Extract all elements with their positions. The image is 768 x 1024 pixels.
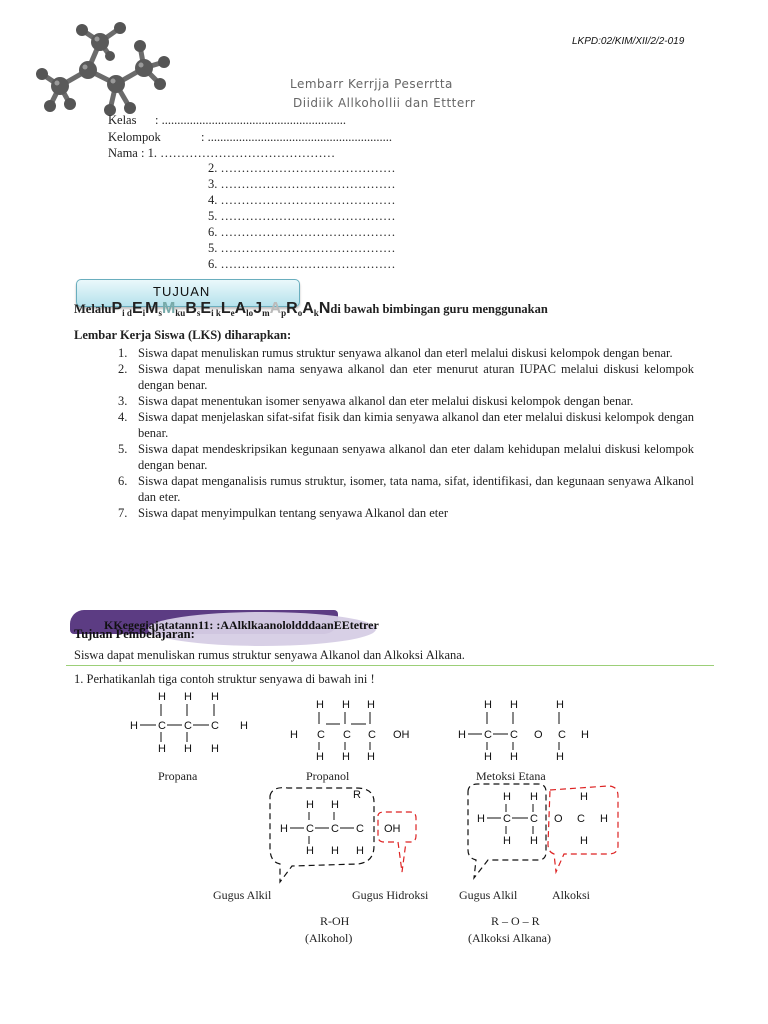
list-item: 1. Siswa dapat menuliskan rumus struktur senyawa alkanol dan eterl melalui diskusi kelompok dengan benar. — [118, 346, 673, 360]
worksheet-title: Lembarr Kerrjja Peserrtta — [290, 77, 453, 91]
svg-text:H: H — [580, 791, 588, 803]
nama-field-1[interactable]: Nama : 1. …………………………………… — [108, 146, 336, 160]
svg-text:H: H — [316, 699, 324, 711]
list-item: 5. Siswa dapat mendeskripsikan kegunaan senyawa alkanol dan eter dalam kehidupan melalui diskusi kelompok dengan benar. — [118, 442, 694, 472]
formula-alcohol: R-OH — [320, 914, 350, 928]
svg-text:H: H — [580, 835, 588, 847]
svg-text:C: C — [368, 729, 376, 741]
svg-text:H: H — [477, 813, 485, 825]
svg-text:C: C — [331, 823, 339, 835]
svg-text:H: H — [367, 699, 375, 711]
svg-text:C: C — [158, 720, 166, 732]
label-alkoksi: Alkoksi — [552, 888, 591, 902]
svg-text:H: H — [342, 751, 350, 763]
structure-name-metoksi-etana: Metoksi Etana — [476, 769, 546, 783]
structure-diagram — [120, 686, 660, 886]
svg-text:C: C — [306, 823, 314, 835]
svg-text:O: O — [534, 729, 543, 741]
svg-text:H: H — [158, 743, 166, 755]
kelas-field[interactable]: : ........................................................... — [155, 113, 346, 127]
svg-text:H: H — [510, 699, 518, 711]
svg-text:H: H — [530, 835, 538, 847]
svg-text:H: H — [342, 699, 350, 711]
svg-text:R: R — [353, 789, 361, 801]
document-code: LKPD:02/KIM/XII/2/2-019 — [572, 36, 685, 47]
tujuan-intro-line2: Lembar Kerja Siswa (LKS) diharapkan: — [74, 328, 292, 342]
molecule-logo-icon — [28, 18, 178, 124]
svg-text:H: H — [211, 743, 219, 755]
svg-text:C: C — [530, 813, 538, 825]
nama-field[interactable]: 6. …………………………………… — [208, 257, 396, 271]
tujuan-intro: $MelaluP_{i d}E_iM_sM_{ku}B_sE_{i k}L_eA_{lo}J_mA_pR_oA_kNdi$ bawah bimbingan guru menggunakan — [74, 300, 548, 318]
svg-text:H: H — [290, 729, 298, 741]
svg-text:H: H — [184, 691, 192, 703]
svg-text:H: H — [484, 751, 492, 763]
tujuan-pembelajaran-label: Tujuan Pembelajaran: — [74, 627, 195, 641]
nama-field[interactable]: 5. …………………………………… — [208, 209, 396, 223]
label-gugus-hidroksi: Gugus Hidroksi — [352, 888, 429, 902]
formula-alcohol-name: (Alkohol) — [305, 931, 353, 945]
label-gugus-alkil: Gugus Alkil — [459, 888, 518, 902]
nama-field[interactable]: 3. …………………………………… — [208, 177, 396, 191]
svg-text:C: C — [211, 720, 219, 732]
svg-text:H: H — [556, 699, 564, 711]
formula-ether-name: (Alkoksi Alkana) — [468, 931, 551, 945]
svg-text:C: C — [577, 813, 585, 825]
list-item: 7. Siswa dapat menyimpulkan tentang senyawa Alkanol dan eter — [118, 506, 448, 520]
svg-text:H: H — [280, 823, 288, 835]
tujuan-heading: TUJUAN — [153, 284, 211, 299]
svg-text:H: H — [600, 813, 608, 825]
label-gugus-alkil: Gugus Alkil — [213, 888, 272, 902]
kelas-label: Kelas — [108, 113, 137, 127]
kegiatan-title: KKegegiajatatann11: :AAlklkaanololdddaanEEtetrer — [104, 618, 379, 632]
svg-text:H: H — [510, 751, 518, 763]
svg-text:C: C — [510, 729, 518, 741]
instruction-step-1: 1. Perhatikanlah tiga contoh struktur senyawa di bawah ini ! — [74, 672, 375, 686]
svg-text:H: H — [530, 791, 538, 803]
svg-text:H: H — [484, 699, 492, 711]
kelompok-field[interactable]: : ........................................................... — [201, 130, 392, 144]
svg-text:OH: OH — [384, 823, 401, 835]
svg-text:H: H — [316, 751, 324, 763]
svg-text:H: H — [458, 729, 466, 741]
svg-text:C: C — [558, 729, 566, 741]
structure-name-propana: Propana — [158, 769, 198, 783]
svg-text:O: O — [554, 813, 563, 825]
svg-text:C: C — [184, 720, 192, 732]
svg-text:C: C — [356, 823, 364, 835]
svg-text:C: C — [343, 729, 351, 741]
objectives-list — [118, 345, 694, 521]
svg-text:C: C — [317, 729, 325, 741]
nama-field[interactable]: 5. …………………………………… — [208, 241, 396, 255]
svg-text:H: H — [306, 799, 314, 811]
svg-text:H: H — [581, 729, 589, 741]
list-item: 4. Siswa dapat menjelaskan sifat-sifat fisik dan kimia senyawa alkanol dan eter melalui diskusi kelompok dengan benar. — [118, 410, 694, 440]
tujuan-pembelajaran-text: Siswa dapat menuliskan rumus struktur senyawa Alkanol dan Alkoksi Alkana. — [74, 648, 465, 662]
svg-text:H: H — [331, 845, 339, 857]
worksheet-subtitle: Diidiik Allkohollii dan Ettterr — [293, 96, 476, 110]
svg-text:H: H — [503, 835, 511, 847]
kelompok-label: Kelompok — [108, 130, 161, 144]
nama-field[interactable]: 2. …………………………………… — [208, 161, 396, 175]
svg-text:H: H — [184, 743, 192, 755]
svg-text:H: H — [503, 791, 511, 803]
svg-text:H: H — [367, 751, 375, 763]
list-item: 3. Siswa dapat menentukan isomer senyawa alkanol dan eter melalui diskusi kelompok dengan benar. — [118, 394, 634, 408]
svg-text:H: H — [158, 691, 166, 703]
svg-text:H: H — [306, 845, 314, 857]
svg-text:H: H — [556, 751, 564, 763]
svg-text:H: H — [356, 845, 364, 857]
list-item: 6. Siswa dapat menganalisis rumus struktur, isomer, tata nama, sifat, identifikasi, dan kegunaan senyawa Alkanol dan eter. — [118, 474, 694, 504]
divider — [66, 665, 714, 666]
svg-text:OH: OH — [393, 729, 410, 741]
nama-field[interactable]: 4. …………………………………… — [208, 193, 396, 207]
svg-text:H: H — [331, 799, 339, 811]
svg-text:C: C — [484, 729, 492, 741]
list-item: 2. Siswa dapat menuliskan nama senyawa alkanol dan eter menurut aturan IUPAC melalui diskusi kelompok dengan benar. — [118, 362, 694, 392]
intro-prefix: Melalu — [74, 302, 112, 316]
svg-text:H: H — [240, 720, 248, 732]
svg-text:H: H — [211, 691, 219, 703]
intro-suffix: di bawah bimbingan guru menggunakan — [330, 302, 548, 316]
svg-text:C: C — [503, 813, 511, 825]
svg-text:H: H — [130, 720, 138, 732]
nama-field[interactable]: 6. …………………………………… — [208, 225, 396, 239]
formula-ether: R – O – R — [491, 914, 540, 928]
structure-name-propanol: Propanol — [306, 769, 350, 783]
